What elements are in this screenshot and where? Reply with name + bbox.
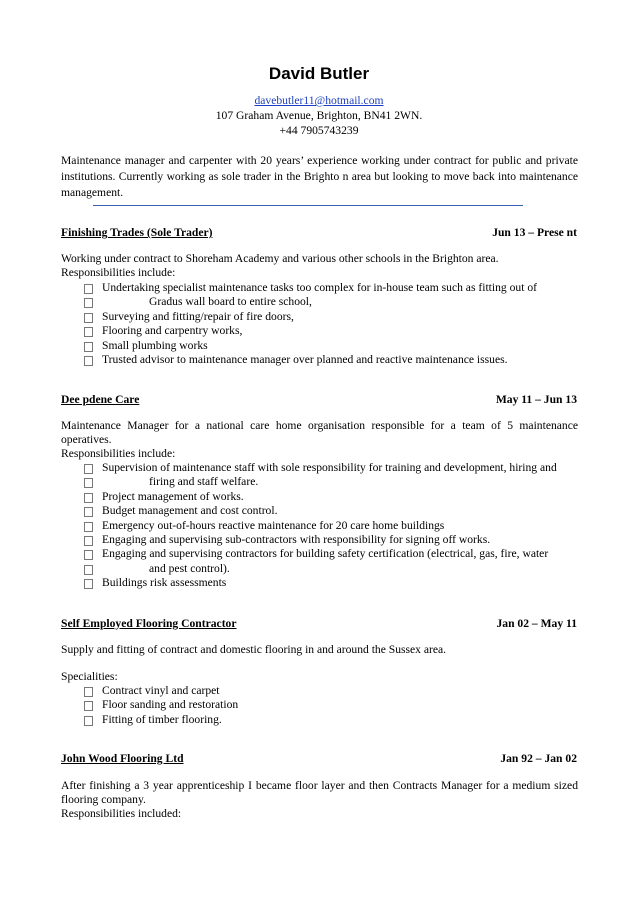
job-title-finishing-trades: Finishing Trades (Sole Trader) xyxy=(61,226,213,239)
list-item-continuation: Gradus wall board to entire school, xyxy=(82,295,582,309)
responsibility-list xyxy=(82,281,582,367)
profile-summary: Maintenance manager and carpenter with 20 years’ experience working under contract for public and private institutions. Currently working as sole trader in the Brighto n area but looking to move back into maintenance management. xyxy=(61,154,578,199)
responsibilities-label: Responsibilities include: xyxy=(61,447,176,460)
responsibilities-label: Responsibilities included: xyxy=(61,807,182,820)
list-item: Buildings risk assessments xyxy=(82,576,582,590)
list-item: Trusted advisor to maintenance manager over planned and reactive maintenance issues. xyxy=(82,353,582,367)
specialities-list xyxy=(82,684,582,727)
list-item: Engaging and supervising contractors for building safety certification (electrical, gas, fire, water xyxy=(82,547,582,561)
job-description: Working under contract to Shoreham Academy and various other schools in the Brighton area. xyxy=(61,252,499,265)
phone: +44 7905743239 xyxy=(279,124,359,137)
list-item: Fitting of timber flooring. xyxy=(82,713,582,727)
responsibilities-label: Responsibilities include: xyxy=(61,266,176,279)
list-item: Flooring and carpentry works, xyxy=(82,324,582,338)
job-dates-finishing-trades: Jun 13 – Prese nt xyxy=(492,226,577,239)
list-item: Surveying and fitting/repair of fire doors, xyxy=(82,310,582,324)
job-description: Supply and fitting of contract and domestic flooring in and around the Sussex area. xyxy=(61,643,447,656)
job-description: Maintenance Manager for a national care home organisation responsible for a team of 5 maintenance operatives. xyxy=(61,419,578,447)
list-item: Project management of works. xyxy=(82,490,582,504)
divider xyxy=(93,205,523,206)
list-item: Emergency out-of-hours reactive maintenance for 20 care home buildings xyxy=(82,519,582,533)
list-item: Engaging and supervising sub-contractors with responsibility for signing off works. xyxy=(82,533,582,547)
specialities-label: Specialities: xyxy=(61,670,118,683)
job-title-deepdene-care: Dee pdene Care xyxy=(61,393,140,406)
list-item-continuation: firing and staff welfare. xyxy=(82,475,582,489)
candidate-name: David Butler xyxy=(268,64,370,83)
list-item: Contract vinyl and carpet xyxy=(82,684,582,698)
job-title-flooring-contractor: Self Employed Flooring Contractor xyxy=(61,617,237,630)
list-item: Floor sanding and restoration xyxy=(82,698,582,712)
job-dates-john-wood-flooring: Jan 92 – Jan 02 xyxy=(500,752,577,765)
list-item: Supervision of maintenance staff with sole responsibility for training and development, hiring and xyxy=(82,461,582,475)
responsibility-list xyxy=(82,461,582,591)
list-item: Small plumbing works xyxy=(82,339,582,353)
list-item: Undertaking specialist maintenance tasks too complex for in-house team such as fitting out of xyxy=(82,281,582,295)
job-title-john-wood-flooring: John Wood Flooring Ltd xyxy=(61,752,184,765)
list-item-continuation: and pest control). xyxy=(82,562,582,576)
address: 107 Graham Avenue, Brighton, BN41 2WN. xyxy=(215,109,423,122)
job-description: After finishing a 3 year apprenticeship I became floor layer and then Contracts Manager for a medium sized flooring company. xyxy=(61,779,578,807)
job-dates-deepdene-care: May 11 – Jun 13 xyxy=(495,393,577,406)
email-link[interactable]: davebutler11@hotmail.com xyxy=(254,94,384,107)
list-item: Budget management and cost control. xyxy=(82,504,582,518)
job-dates-flooring-contractor: Jan 02 – May 11 xyxy=(496,617,577,630)
